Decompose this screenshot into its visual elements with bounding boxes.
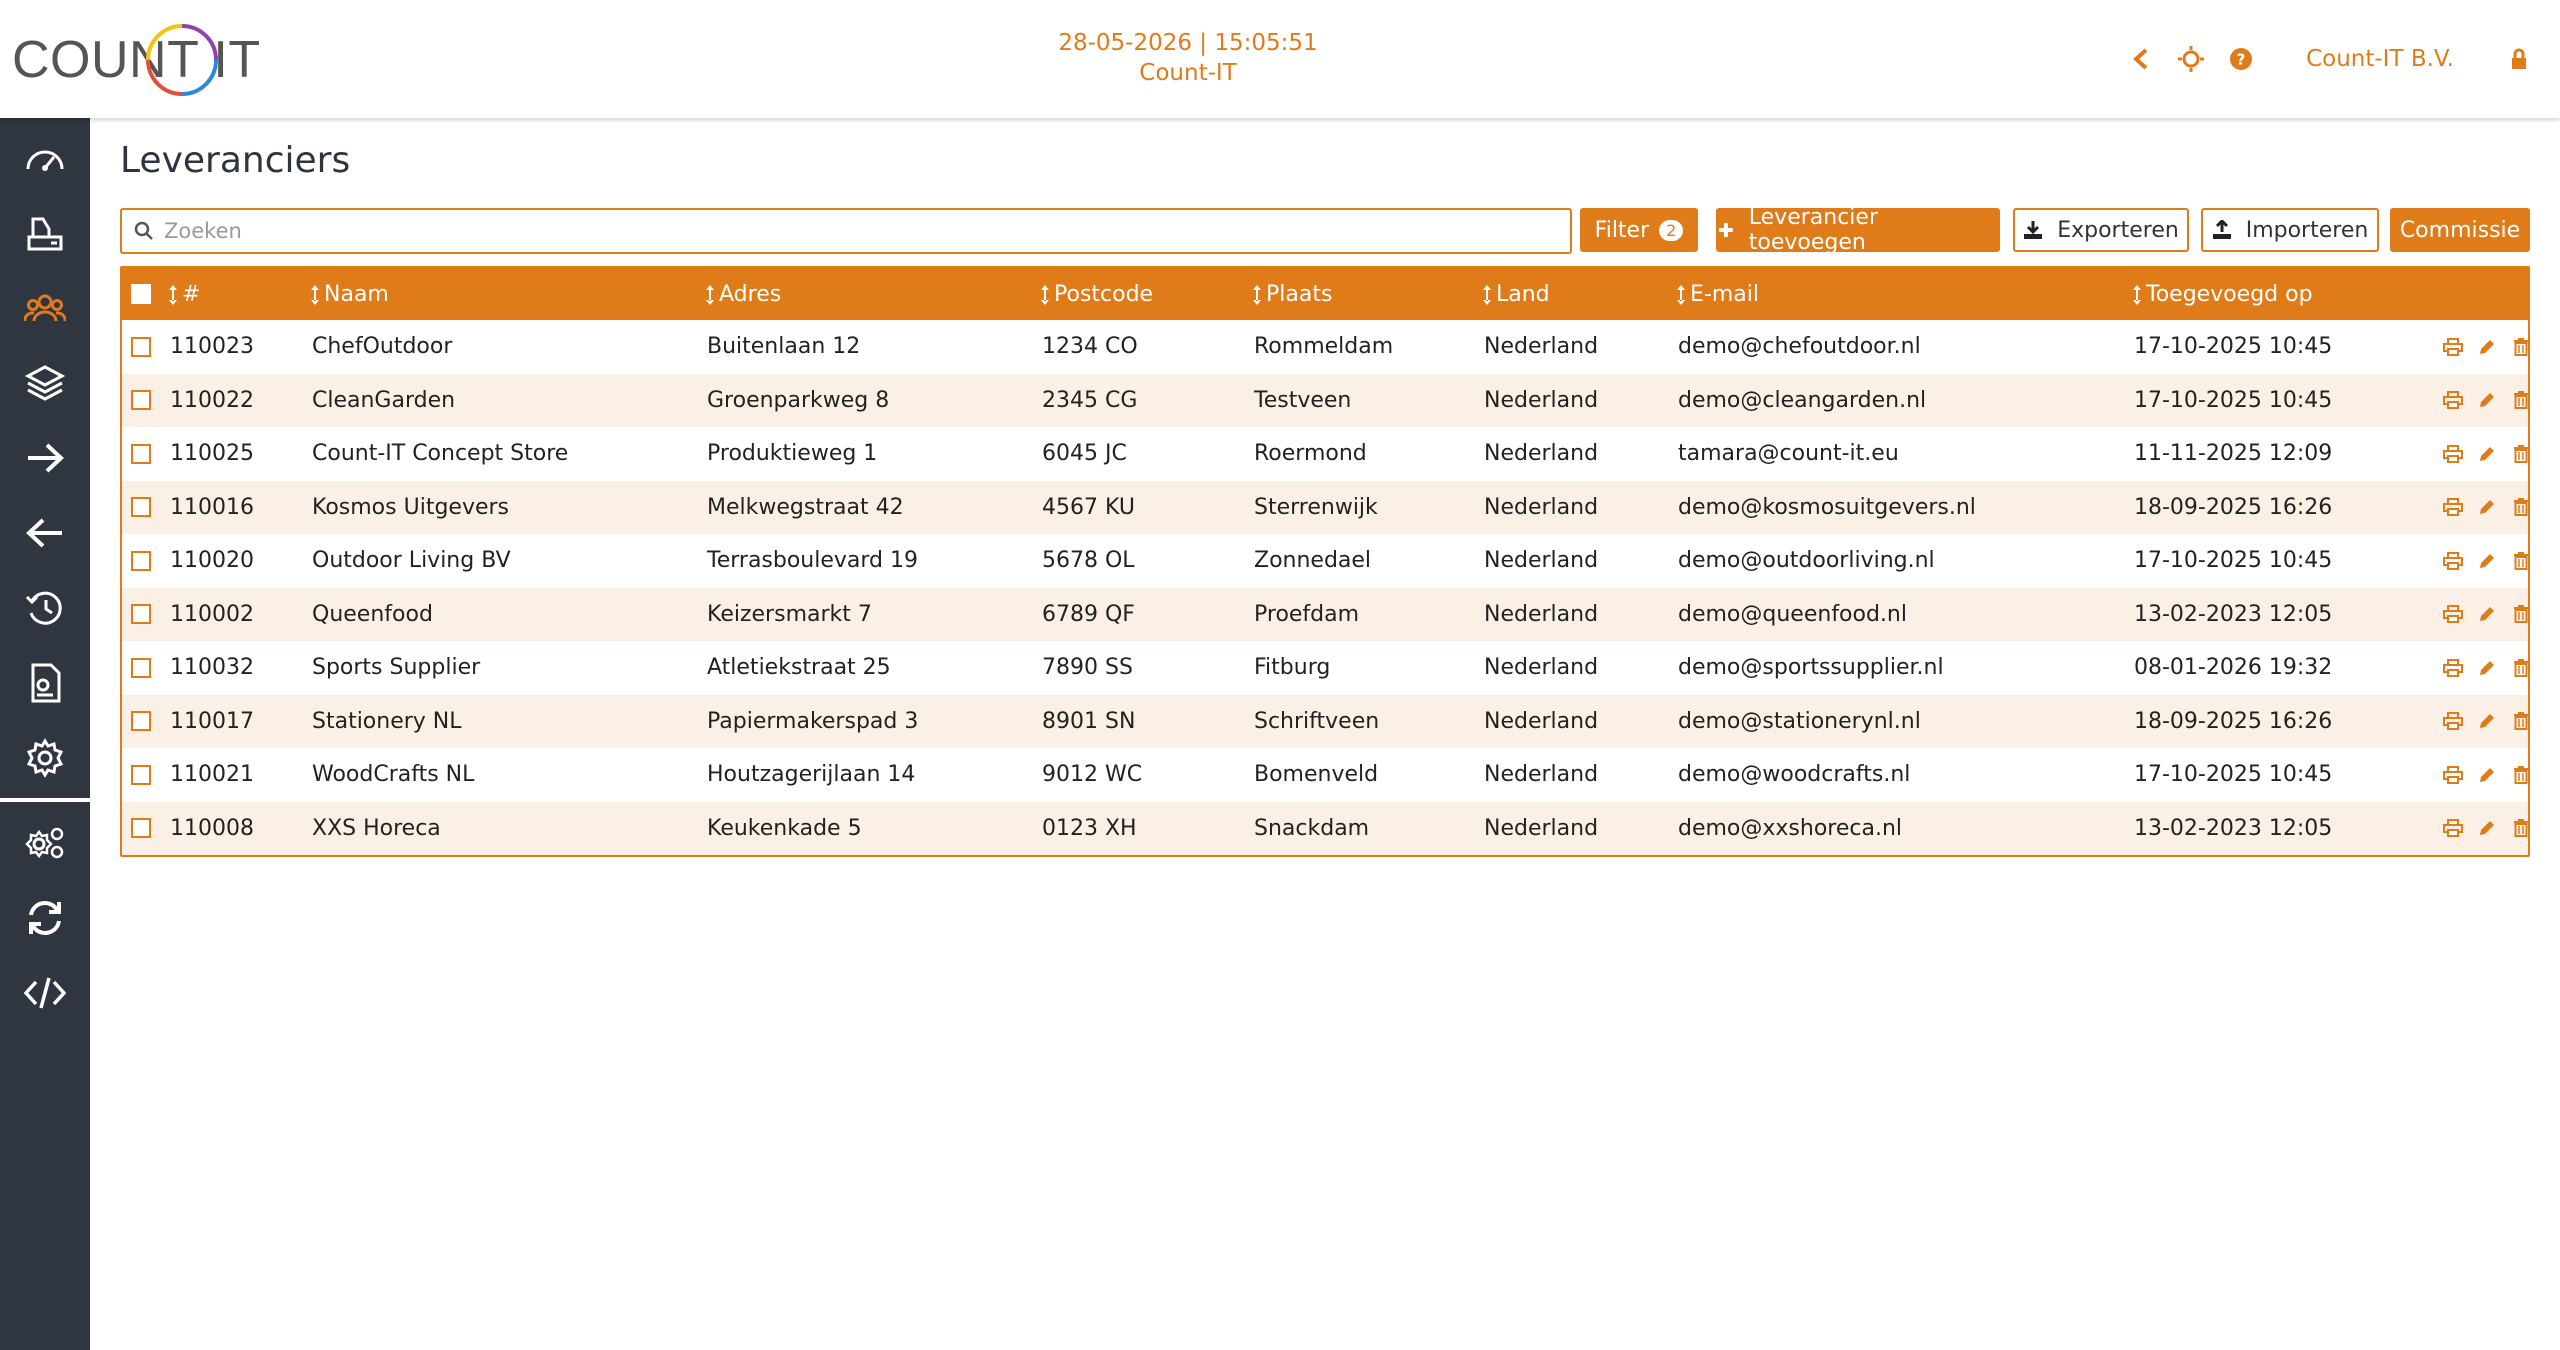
print-icon[interactable] (2442, 764, 2464, 786)
sidebar-history[interactable] (0, 570, 90, 645)
sidebar-reports[interactable] (0, 645, 90, 720)
delete-trash-icon[interactable] (2510, 657, 2532, 679)
cell-toegevoegd: 17-10-2025 10:45 (2134, 762, 2333, 788)
cell-postcode: 6045 JC (1042, 441, 1127, 467)
sidebar-cash-register[interactable] (0, 195, 90, 270)
cell-postcode: 9012 WC (1042, 762, 1143, 788)
col-header-id[interactable]: # (168, 282, 200, 307)
multi-gear-icon (24, 824, 66, 862)
cell-toegevoegd: 17-10-2025 10:45 (2134, 387, 2333, 413)
row-checkbox[interactable] (131, 658, 151, 678)
cell-adres: Melkwegstraat 42 (707, 494, 904, 520)
row-actions (2442, 496, 2532, 518)
help-icon[interactable] (2216, 34, 2266, 84)
cell-adres: Keizersmarkt 7 (707, 601, 872, 627)
search-icon (134, 221, 154, 241)
filter-button[interactable] (1580, 208, 1698, 252)
edit-pencil-icon[interactable] (2476, 817, 2498, 839)
cell-id: 110023 (170, 334, 254, 360)
add-supplier-label: Leverancier toevoegen (1748, 205, 1878, 255)
cell-postcode: 8901 SN (1042, 708, 1136, 734)
suppliers-table (120, 266, 2530, 857)
sync-refresh-icon (25, 898, 65, 938)
col-header-plaats[interactable]: Plaats (1252, 282, 1332, 307)
cell-email: demo@chefoutdoor.nl (1678, 334, 1921, 360)
edit-pencil-icon[interactable] (2476, 764, 2498, 786)
delete-trash-icon[interactable] (2510, 336, 2532, 358)
cell-email: demo@outdoorliving.nl (1678, 548, 1935, 574)
table-row[interactable] (122, 802, 2528, 856)
sidebar-incoming[interactable] (0, 420, 90, 495)
page-title: Leveranciers (120, 140, 351, 181)
delete-trash-icon[interactable] (2510, 764, 2532, 786)
col-header-postcode[interactable]: Postcode (1040, 282, 1153, 307)
cell-postcode: 7890 SS (1042, 655, 1133, 681)
cell-plaats: Zonnedael (1254, 548, 1372, 574)
cell-land: Nederland (1484, 494, 1599, 520)
cell-adres: Keukenkade 5 (707, 815, 862, 841)
cell-id: 110032 (170, 655, 254, 681)
history-clock-icon (25, 589, 65, 627)
delete-trash-icon[interactable] (2510, 550, 2532, 572)
cell-land: Nederland (1484, 334, 1599, 360)
cell-plaats: Sterrenwijk (1254, 494, 1378, 520)
top-header (0, 0, 2560, 118)
cell-email: demo@woodcrafts.nl (1678, 762, 1911, 788)
cell-land: Nederland (1484, 441, 1599, 467)
cell-email: demo@xxshoreca.nl (1678, 815, 1903, 841)
search-input[interactable] (162, 218, 1546, 244)
table-body (122, 320, 2528, 855)
settings-gear-icon (25, 738, 65, 778)
report-document-icon (27, 663, 63, 703)
col-header-toegevoegd[interactable]: Toegevoegd op (2132, 282, 2313, 307)
cell-plaats: Testveen (1254, 387, 1352, 413)
cell-naam: Kosmos Uitgevers (312, 494, 510, 520)
cell-adres: Houtzagerijlaan 14 (707, 762, 916, 788)
count-it-logo[interactable] (12, 20, 265, 100)
cell-id: 110022 (170, 387, 254, 413)
row-actions (2442, 389, 2532, 411)
cell-naam: Outdoor Living BV (312, 548, 511, 574)
cell-naam: ChefOutdoor (312, 334, 453, 360)
commission-button[interactable] (2390, 208, 2530, 252)
sidebar-settings[interactable] (0, 720, 90, 795)
cell-adres: Papiermakerspad 3 (707, 708, 919, 734)
cell-postcode: 2345 CG (1042, 387, 1138, 413)
cell-land: Nederland (1484, 762, 1599, 788)
row-checkbox[interactable] (131, 765, 151, 785)
arrow-left-icon (25, 516, 65, 550)
date-store-info (1000, 28, 1376, 88)
print-icon[interactable] (2442, 550, 2464, 572)
edit-pencil-icon[interactable] (2476, 710, 2498, 732)
cell-id: 110008 (170, 815, 254, 841)
cell-naam: Sports Supplier (312, 655, 481, 681)
sort-icon (310, 284, 320, 306)
cell-toegevoegd: 13-02-2023 12:05 (2134, 601, 2333, 627)
export-button[interactable] (2013, 208, 2189, 252)
sidebar (0, 118, 90, 1350)
cell-toegevoegd: 18-09-2025 16:26 (2134, 708, 2333, 734)
cell-plaats: Proefdam (1254, 601, 1360, 627)
delete-trash-icon[interactable] (2510, 389, 2532, 411)
cell-land: Nederland (1484, 548, 1599, 574)
cell-email: demo@kosmosuitgevers.nl (1678, 494, 1976, 520)
cell-email: tamara@count-it.eu (1678, 441, 1899, 467)
dashboard-gauge-icon (24, 143, 66, 173)
main-content (120, 118, 2530, 841)
print-icon[interactable] (2442, 443, 2464, 465)
delete-trash-icon[interactable] (2510, 817, 2532, 839)
layers-stack-icon (25, 364, 65, 402)
cell-id: 110002 (170, 601, 254, 627)
print-icon[interactable] (2442, 496, 2464, 518)
cell-naam: XXS Horeca (312, 815, 441, 841)
row-actions (2442, 764, 2532, 786)
table-row[interactable] (122, 481, 2528, 535)
logo-ring-icon (143, 22, 221, 98)
sort-icon (2132, 284, 2142, 306)
table-row[interactable] (122, 748, 2528, 802)
back-chevron-icon[interactable] (2116, 34, 2166, 84)
table-row[interactable] (122, 374, 2528, 428)
cash-register-icon (25, 215, 65, 251)
cell-toegevoegd: 13-02-2023 12:05 (2134, 815, 2333, 841)
users-group-icon (24, 293, 66, 323)
table-row[interactable] (122, 641, 2528, 695)
print-icon[interactable] (2442, 657, 2464, 679)
cell-toegevoegd: 17-10-2025 10:45 (2134, 334, 2333, 360)
delete-trash-icon[interactable] (2510, 443, 2532, 465)
table-row[interactable] (122, 695, 2528, 749)
row-actions (2442, 710, 2532, 732)
cell-naam: WoodCrafts NL (312, 762, 475, 788)
row-checkbox[interactable] (131, 337, 151, 357)
table-row[interactable] (122, 534, 2528, 588)
download-icon (2023, 220, 2043, 240)
store-name: Count-IT (1139, 60, 1237, 86)
brightness-icon[interactable] (2166, 34, 2216, 84)
cell-postcode: 0123 XH (1042, 815, 1137, 841)
sort-icon (1040, 284, 1050, 306)
col-header-land[interactable]: Land (1482, 282, 1550, 307)
add-supplier-button[interactable] (1716, 205, 2000, 255)
print-icon[interactable] (2442, 817, 2464, 839)
cell-postcode: 1234 CO (1042, 334, 1138, 360)
cell-naam: Count-IT Concept Store (312, 441, 569, 467)
cell-email: demo@queenfood.nl (1678, 601, 1907, 627)
cell-id: 110025 (170, 441, 254, 467)
cell-land: Nederland (1484, 815, 1599, 841)
edit-pencil-icon[interactable] (2476, 657, 2498, 679)
export-label: Exporteren (2057, 217, 2179, 243)
row-actions (2442, 336, 2532, 358)
print-icon[interactable] (2442, 389, 2464, 411)
cell-toegevoegd: 17-10-2025 10:45 (2134, 548, 2333, 574)
filter-label: Filter (1594, 217, 1650, 243)
col-header-naam[interactable]: Naam (310, 282, 389, 307)
col-header-email[interactable]: E-mail (1676, 282, 1759, 307)
cell-land: Nederland (1484, 601, 1599, 627)
cell-plaats: Bomenveld (1254, 762, 1379, 788)
cell-plaats: Snackdam (1254, 815, 1370, 841)
svg-text:?: ? (2236, 50, 2246, 69)
cell-postcode: 6789 QF (1042, 601, 1135, 627)
sidebar-sync[interactable] (0, 880, 90, 955)
row-checkbox[interactable] (131, 551, 151, 571)
datetime: 28-05-2026 | 15:05:51 (1058, 30, 1318, 56)
sort-icon (1482, 284, 1492, 306)
delete-trash-icon[interactable] (2510, 603, 2532, 625)
sidebar-outgoing[interactable] (0, 495, 90, 570)
search-box[interactable] (120, 208, 1572, 254)
cell-plaats: Fitburg (1254, 655, 1331, 681)
cell-email: demo@stationerynl.nl (1678, 708, 1921, 734)
import-button[interactable] (2201, 208, 2379, 252)
row-checkbox[interactable] (131, 604, 151, 624)
table-row[interactable] (122, 588, 2528, 642)
sort-icon (168, 284, 178, 306)
cell-postcode: 4567 KU (1042, 494, 1135, 520)
row-actions (2442, 603, 2532, 625)
cell-postcode: 5678 OL (1042, 548, 1135, 574)
delete-trash-icon[interactable] (2510, 710, 2532, 732)
sidebar-developer[interactable] (0, 955, 90, 1030)
delete-trash-icon[interactable] (2510, 496, 2532, 518)
cell-land: Nederland (1484, 708, 1599, 734)
row-checkbox[interactable] (131, 390, 151, 410)
cell-naam: Queenfood (312, 601, 433, 627)
row-actions (2442, 443, 2532, 465)
company-name[interactable]: Count-IT B.V. (2306, 46, 2454, 72)
cell-land: Nederland (1484, 655, 1599, 681)
cell-adres: Groenparkweg 8 (707, 387, 890, 413)
cell-toegevoegd: 11-11-2025 12:09 (2134, 441, 2333, 467)
header-actions (2116, 0, 2560, 118)
row-actions (2442, 657, 2532, 679)
cell-adres: Atletiekstraat 25 (707, 655, 891, 681)
commission-label: Commissie (2399, 217, 2521, 243)
cell-email: demo@sportssupplier.nl (1678, 655, 1944, 681)
cell-toegevoegd: 08-01-2026 19:32 (2134, 655, 2333, 681)
col-header-adres[interactable]: Adres (705, 282, 781, 307)
sidebar-dashboard[interactable] (0, 120, 90, 195)
cell-email: demo@cleangarden.nl (1678, 387, 1927, 413)
cell-plaats: Roermond (1254, 441, 1367, 467)
cell-plaats: Schriftveen (1254, 708, 1380, 734)
sidebar-divider (0, 798, 90, 802)
cell-toegevoegd: 18-09-2025 16:26 (2134, 494, 2333, 520)
toolbar (120, 205, 2530, 255)
row-actions (2442, 817, 2532, 839)
cell-adres: Produktieweg 1 (707, 441, 878, 467)
row-checkbox[interactable] (131, 497, 151, 517)
import-label: Importeren (2245, 217, 2369, 243)
row-checkbox[interactable] (131, 711, 151, 731)
cell-plaats: Rommeldam (1254, 334, 1394, 360)
cell-id: 110016 (170, 494, 254, 520)
row-actions (2442, 550, 2532, 572)
code-icon (24, 976, 66, 1010)
filter-count-badge: 2 (1659, 220, 1683, 241)
sort-icon (1676, 284, 1686, 306)
edit-pencil-icon[interactable] (2476, 550, 2498, 572)
cell-land: Nederland (1484, 387, 1599, 413)
cell-id: 110017 (170, 708, 254, 734)
table-row[interactable] (122, 427, 2528, 481)
sidebar-advanced-settings[interactable] (0, 805, 90, 880)
edit-pencil-icon[interactable] (2476, 336, 2498, 358)
upload-icon (2212, 220, 2232, 240)
cell-id: 110020 (170, 548, 254, 574)
cell-id: 110021 (170, 762, 254, 788)
arrow-right-icon (25, 441, 65, 475)
cell-adres: Terrasboulevard 19 (707, 548, 919, 574)
sort-icon (705, 284, 715, 306)
edit-pencil-icon[interactable] (2476, 389, 2498, 411)
sidebar-products[interactable] (0, 345, 90, 420)
edit-pencil-icon[interactable] (2476, 603, 2498, 625)
print-icon[interactable] (2442, 710, 2464, 732)
row-checkbox[interactable] (131, 818, 151, 838)
table-row[interactable] (122, 320, 2528, 374)
sort-icon (1252, 284, 1262, 306)
table-header (122, 268, 2528, 320)
print-icon[interactable] (2442, 603, 2464, 625)
edit-pencil-icon[interactable] (2476, 443, 2498, 465)
logo-text: COUNT IT (12, 31, 261, 89)
sidebar-suppliers[interactable] (0, 270, 90, 345)
cell-naam: CleanGarden (312, 387, 456, 413)
cell-naam: Stationery NL (312, 708, 462, 734)
row-checkbox[interactable] (131, 444, 151, 464)
lock-icon[interactable] (2494, 34, 2544, 84)
plus-icon (1717, 221, 1735, 239)
cell-adres: Buitenlaan 12 (707, 334, 861, 360)
print-icon[interactable] (2442, 336, 2464, 358)
edit-pencil-icon[interactable] (2476, 496, 2498, 518)
select-all-checkbox[interactable] (131, 284, 151, 304)
